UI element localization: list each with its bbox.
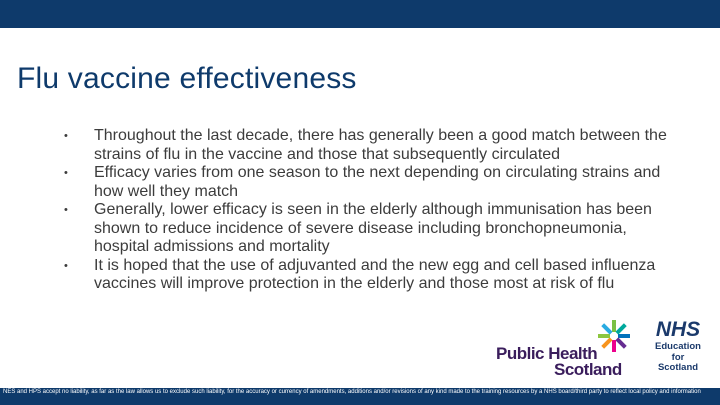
phs-name-line2: Scotland (554, 360, 622, 379)
bullet-text: It is hoped that the use of adjuvanted and the new egg and cell based influenza vaccines will improve protection in the elderly and those most at risk of flu (94, 256, 656, 292)
public-health-scotland-logo (496, 322, 636, 379)
nhs-education-scotland-logo (644, 318, 712, 388)
bullet-text: Efficacy varies from one season to the next depending on circulating strains and how well they match (94, 164, 661, 200)
nhs-sub-line2: for (671, 351, 685, 363)
bullet-list (62, 127, 672, 294)
footer-disclaimer: NES and HPS accept no liability, as far as the law allows us to exclude such liability, for the accuracy or currency of amendments, additions and/or revisions of any kind made to the training resources by a NHS board/third party to reflect local policy and information (3, 389, 701, 395)
slide-title: Flu vaccine effectiveness (17, 62, 357, 95)
header-bar (0, 0, 720, 28)
bullet-text: Generally, lower efficacy is seen in the elderly although immunisation has been shown to reduce incidence of severe disease including bronchopneumonia, hospital admissions and mortality (94, 201, 652, 255)
bullet-glyph: • (64, 167, 68, 179)
nhs-sub-line1: Education (655, 341, 701, 352)
nhs-mark: NHS (655, 318, 701, 341)
bullet-item (62, 257, 672, 294)
bullet-glyph: • (64, 259, 68, 272)
bullet-item (62, 127, 672, 164)
bullet-glyph: • (64, 204, 68, 216)
nhs-sub-line3: Scotland (657, 362, 699, 373)
bullet-item (62, 201, 672, 257)
bullet-text: Throughout the last decade, there has generally been a good match between the strains of flu in the vaccine and those that subsequently circulated (94, 127, 667, 163)
bullet-item (62, 164, 672, 201)
bullet-glyph: • (64, 130, 68, 142)
phs-name-line1: Public Health (496, 344, 598, 363)
